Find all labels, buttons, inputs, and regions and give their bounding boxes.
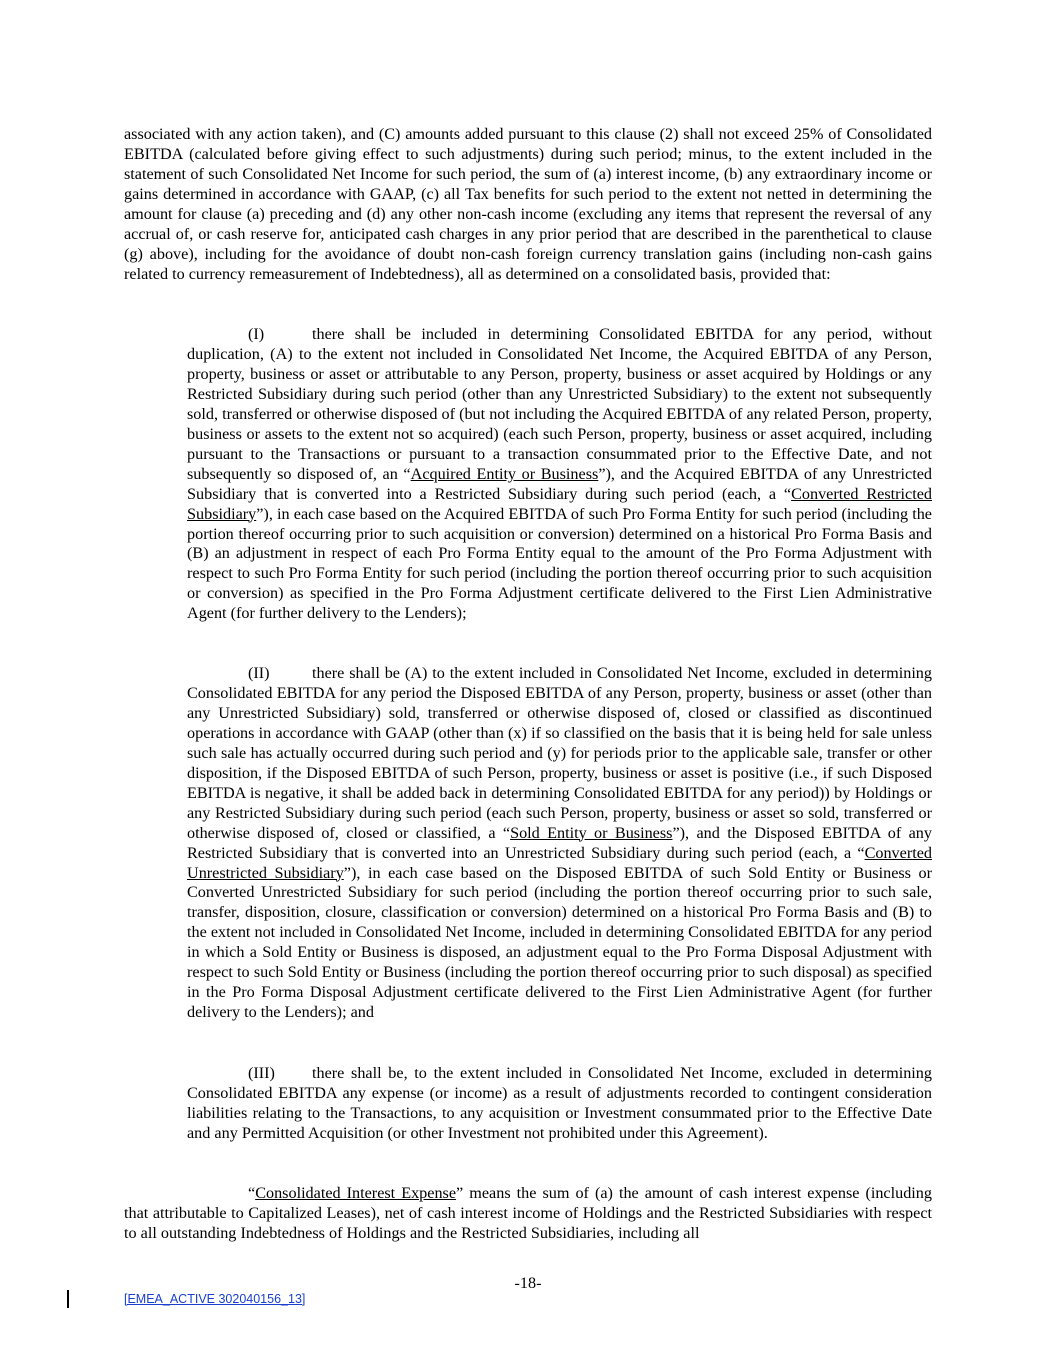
definition-close-quote: ”	[456, 1184, 464, 1202]
intro-paragraph	[124, 125, 932, 285]
clause-ii-text-2: ”), and the Disposed EBITDA of any Restricted Subsidiary that is converted into an Unrestricted Subsidiary during such period (each, a “	[187, 823, 932, 862]
term-acquired-entity-or-business: Acquired Entity or Business	[410, 464, 599, 483]
term-converted-unrestricted-subsidiary: Converted Unrestricted Subsidiary	[187, 843, 932, 882]
clause-ii-paragraph	[187, 664, 932, 1023]
clause-iii-text: there shall be, to the extent included in Consolidated Net Income, excluded in determining Consolidated EBITDA any expense (or income) as a result of adjustments recorded to contingent consideration liabilities relating to the Transactions, to any acquisition or Investment consummated prior to the Effective Date and any Permitted Acquisition (or other Investment not prohibited under this Agreement).	[187, 1064, 932, 1142]
page-number: -18-	[514, 1274, 542, 1292]
definition-consolidated-interest-expense	[124, 1184, 932, 1244]
clause-iii-paragraph	[187, 1064, 932, 1144]
clause-i-text-3: ”), in each case based on the Acquired EBITDA of such Pro Forma Entity for such period (including the portion thereof occurring prior to such acquisition or conversion) determined on a historical Pro Forma Basis and (B) an adjustment in respect of each Pro Forma Entity equal to the amount of the Pro Forma Adjustment with respect to such Pro Forma Entity for such period (including the portion thereof occurring prior to such acquisition or conversion) as specified in the Pro Forma Adjustment certificate delivered to the First Lien Administrative Agent (for further delivery to the Lenders);	[187, 504, 932, 623]
term-converted-restricted-subsidiary: Converted Restricted Subsidiary	[187, 484, 932, 523]
definition-text: means the sum of (a) the amount of cash interest expense (including that attributable to Capitalized Leases), net of cash interest income of Holdings and the Restricted Subsidiaries with respect to all outstanding Indebtedness of Holdings and the Restricted Subsidiaries, including all	[124, 1184, 932, 1242]
clause-ii-text-1: there shall be (A) to the extent included in Consolidated Net Income, excluded in determining Consolidated EBITDA for any period the Disposed EBITDA of any Person, property, business or asset (other than any Unrestricted Subsidiary) sold, transferred or otherwise disposed of, closed or classified as discontinued operations in accordance with GAAP (other than (x) if so classified on the basis that it is being held for sale unless such sale has actually occurred during such period and (y) for periods prior to the applicable sale, transfer or other disposition, if the Disposed EBITDA of such Person, property, business or asset is positive (i.e., if such Disposed EBITDA is negative, it shall be added back in determining Consolidated EBITDA for any period)) by Holdings or any Restricted Subsidiary during such period (each such Person, property, business or asset so sold, transferred or otherwise disposed of, closed or classified, a “	[187, 664, 932, 842]
clause-i-text-1: there shall be included in determining Consolidated EBITDA for any period, without duplication, (A) to the extent not included in Consolidated Net Income, the Acquired EBITDA of any Person, property, business or asset or attributable to any Person, property, business or asset acquired by Holdings or any Restricted Subsidiary during such period (other than any Unrestricted Subsidiary) to the extent not subsequently sold, transferred or otherwise disposed of (but not including the Acquired EBITDA of any related Person, property, business or assets to the extent not so acquired) (each such Person, property, business or asset acquired, including pursuant to the Transactions or pursuant to a transaction consummated prior to the Effective Date, and not subsequently so disposed of, an “	[187, 325, 932, 483]
clause-ii-text-3: ”), in each case based on the Disposed EBITDA of such Sold Entity or Business or Converted Unrestricted Subsidiary for such period (including the portion thereof occurring prior to such sale, transfer, disposition, closure, classification or conversion) determined on a historical Pro Forma Basis and (B) to the extent not included in Consolidated Net Income, included in determining Consolidated EBITDA for any period in which a Sold Entity or Business is disposed, an adjustment equal to the Pro Forma Disposal Adjustment with respect to such Sold Entity or Business (including the portion thereof occurring prior to such disposal) as specified in the Pro Forma Disposal Adjustment certificate delivered to the First Lien Administrative Agent (for further delivery to the Lenders); and	[187, 863, 932, 1022]
minus-word: minus	[688, 144, 729, 163]
clause-i-number: (I)	[248, 325, 265, 343]
clause-i-paragraph	[187, 325, 932, 624]
term-sold-entity-or-business: Sold Entity or Business	[510, 823, 673, 842]
intro-text-2: , to the extent included in the statement of such Consolidated Net Income for such period, the sum of (a) interest income, (b) any extraordinary income or gains determined in accordance with GAAP, (c) all Tax benefits for such period to the extent not netted in determining the amount for clause (a) preceding and (d) any other non-cash income (excluding any items that represent the reversal of any accrual of, or cash reserve for, anticipated cash charges in any prior period that are described in the parenthetical to clause (g) above), including for the avoidance of doubt non-cash foreign currency translation gains (including non-cash gains related to currency remeasurement of Indebtedness), all as determined on a consolidated basis, provided that:	[124, 144, 933, 283]
definition-open-quote: “	[248, 1184, 256, 1202]
term-consolidated-interest-expense: Consolidated Interest Expense	[255, 1184, 457, 1202]
clause-ii-number: (II)	[248, 664, 270, 682]
change-bar	[67, 1290, 69, 1308]
clause-iii-number: (III)	[248, 1064, 275, 1082]
document-id-link[interactable]: [EMEA_ACTIVE 302040156_13]	[124, 1292, 306, 1306]
intro-text-1: associated with any action taken), and (C) amounts added pursuant to this clause (2) shall not exceed 25% of Consolidated EBITDA (calculated before giving effect to such adjustments) during such period;	[124, 125, 932, 163]
clause-i-text-2: ”), and the Acquired EBITDA of any Unrestricted Subsidiary that is converted into a Restricted Subsidiary during such period (each, a “	[187, 464, 932, 503]
